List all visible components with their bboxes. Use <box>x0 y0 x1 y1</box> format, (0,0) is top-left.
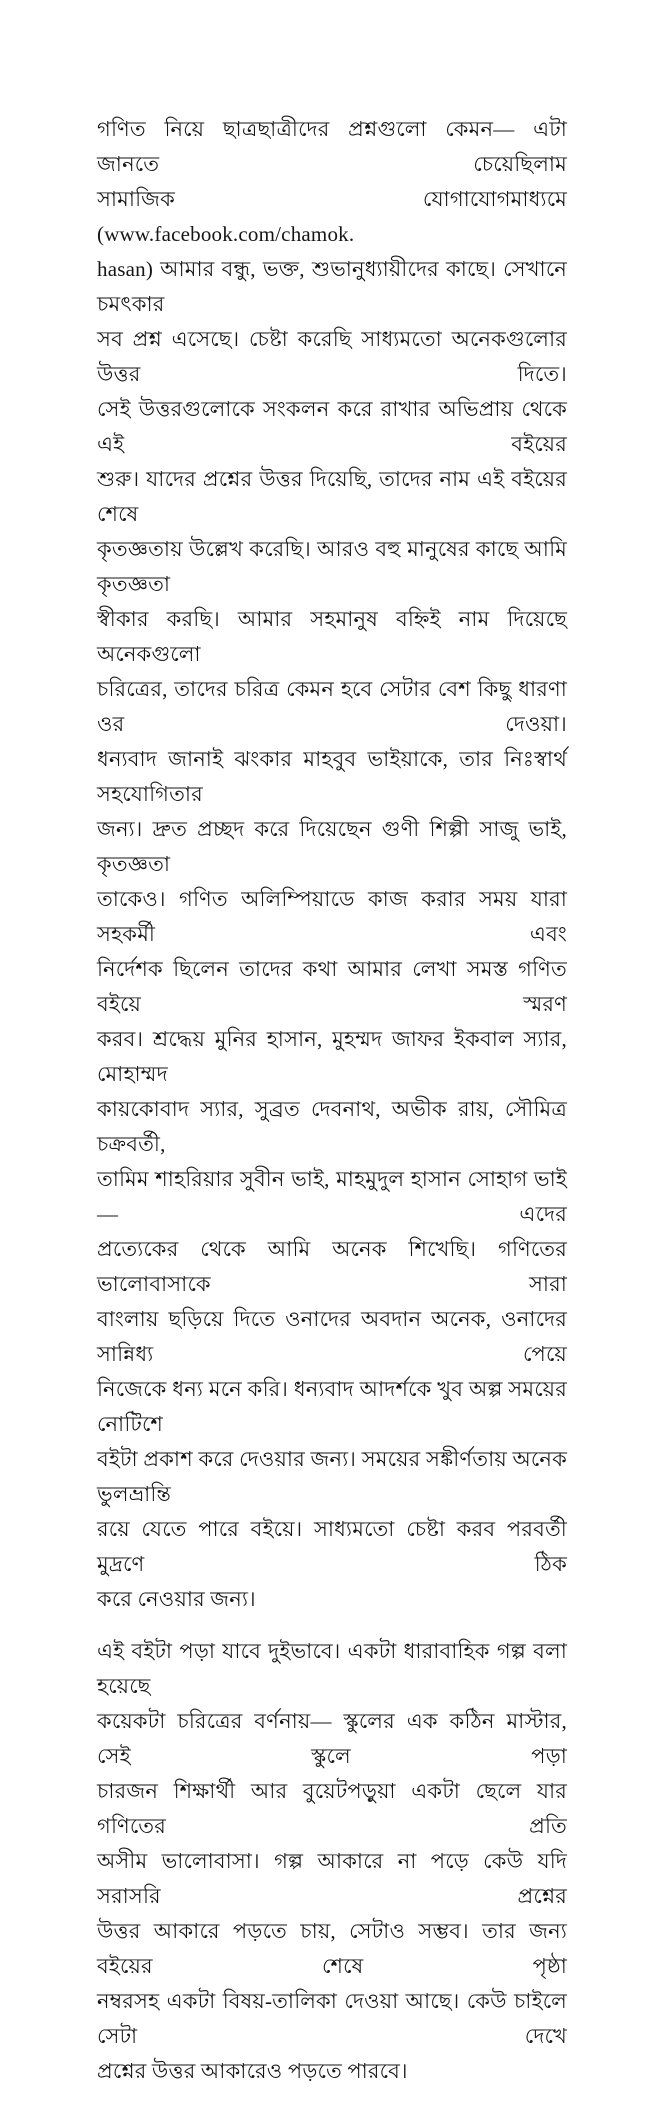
text-line: বইটা প্রকাশ করে দেওয়ার জন্য। সময়ের সঙ্কীর্ণতায় অনেক ভুলভ্রান্তি <box>97 1447 567 1506</box>
text-line: গণিত নিয়ে ছাত্রছাত্রীদের প্রশ্নগুলো কেমন— এটা জানতে চেয়েছিলাম <box>97 117 567 176</box>
text-line: hasan) আমার বন্ধু, ভক্ত, শুভানুধ্যায়ীদের কাছে। সেখানে চমৎকার <box>97 257 567 316</box>
text-line: কৃতজ্ঞতায় উল্লেখ করেছি। আরও বহু মানুষের কাছে আমি কৃতজ্ঞতা <box>97 537 567 596</box>
text-line: কায়কোবাদ স্যার, সুব্রত দেবনাথ, অভীক রায়, সৌমিত্র চক্রবর্তী, <box>97 1097 567 1156</box>
text-line: রয়ে যেতে পারে বইয়ে। সাধ্যমতো চেষ্টা করব পরবর্তী মুদ্রণে ঠিক <box>97 1517 567 1576</box>
text-line: নিজেকে ধন্য মনে করি। ধন্যবাদ আদর্শকে খুব অল্প সময়ের নোটিশে <box>97 1377 567 1436</box>
text-line: করব। শ্রদ্ধেয় মুনির হাসান, মুহম্মদ জাফর ইকবাল স্যার, মোহাম্মদ <box>97 1027 567 1086</box>
text-line: সেই উত্তরগুলোকে সংকলন করে রাখার অভিপ্রায় থেকে এই বইয়ের <box>97 397 567 456</box>
text-line: প্রত্যেকের থেকে আমি অনেক শিখেছি। গণিতের ভালোবাসাকে সারা <box>97 1237 567 1296</box>
text-line: তামিম শাহরিয়ার সুবীন ভাই, মাহমুদুল হাসান সোহাগ ভাই— এদের <box>97 1167 567 1226</box>
text-line: ধন্যবাদ জানাই ঝংকার মাহবুব ভাইয়াকে, তার নিঃস্বার্থ সহযোগিতার <box>97 747 567 806</box>
text-line: সামাজিক যোগাযোগমাধ্যমে (www.facebook.com/chamok. <box>97 187 567 246</box>
text-line: জন্য। দ্রুত প্রচ্ছদ করে দিয়েছেন গুণী শিল্পী সাজু ভাই, কৃতজ্ঞতা <box>97 817 567 876</box>
text-line: উত্তর আকারে পড়তে চায়, সেটাও সম্ভব। তার জন্য বইয়ের শেষে পৃষ্ঠা <box>97 1919 567 1978</box>
text-line: প্রশ্নের উত্তর আকারেও পড়তে পারবে। <box>97 2059 408 2083</box>
text-line: কয়েকটা চরিত্রের বর্ণনায়— স্কুলের এক কঠিন মাস্টার, সেই স্কুলে পড়া <box>97 1709 567 1768</box>
text-line: শুরু। যাদের প্রশ্নের উত্তর দিয়েছি, তাদের নাম এই বইয়ের শেষে <box>97 467 567 526</box>
text-line: করে নেওয়ার জন্য। <box>97 1587 256 1611</box>
text-line: অসীম ভালোবাসা। গল্প আকারে না পড়ে কেউ যদি সরাসরি প্রশ্নের <box>97 1849 567 1908</box>
text-line: বাংলায় ছড়িয়ে দিতে ওনাদের অবদান অনেক, ওনাদের সান্নিধ্য পেয়ে <box>97 1307 567 1366</box>
text-line: চরিত্রের, তাদের চরিত্র কেমন হবে সেটার বেশ কিছু ধারণা ওর দেওয়া। <box>97 677 567 736</box>
text-line: সব প্রশ্ন এসেছে। চেষ্টা করেছি সাধ্যমতো অনেকগুলোর উত্তর দিতে। <box>97 327 567 386</box>
paragraph <box>97 112 567 1617</box>
text-column <box>97 112 567 2106</box>
text-line: নির্দেশক ছিলেন তাদের কথা আমার লেখা সমস্ত গণিত বইয়ে স্মরণ <box>97 957 567 1016</box>
text-line: এই বইটা পড়া যাবে দুইভাবে। একটা ধারাবাহিক গল্প বলা হয়েছে <box>97 1639 567 1698</box>
text-line: নম্বরসহ একটা বিষয়-তালিকা দেওয়া আছে। কেউ চাইলে সেটা দেখে <box>97 1989 567 2048</box>
text-line: তাকেও। গণিত অলিম্পিয়াডে কাজ করার সময় যারা সহকর্মী এবং <box>97 887 567 946</box>
text-line: চারজন শিক্ষার্থী আর বুয়েটপড়ুয়া একটা ছেলে যার গণিতের প্রতি <box>97 1779 567 1838</box>
paragraph <box>97 1634 567 2089</box>
text-line: স্বীকার করছি। আমার সহমানুষ বহ্নিই নাম দিয়েছে অনেকগুলো <box>97 607 567 666</box>
